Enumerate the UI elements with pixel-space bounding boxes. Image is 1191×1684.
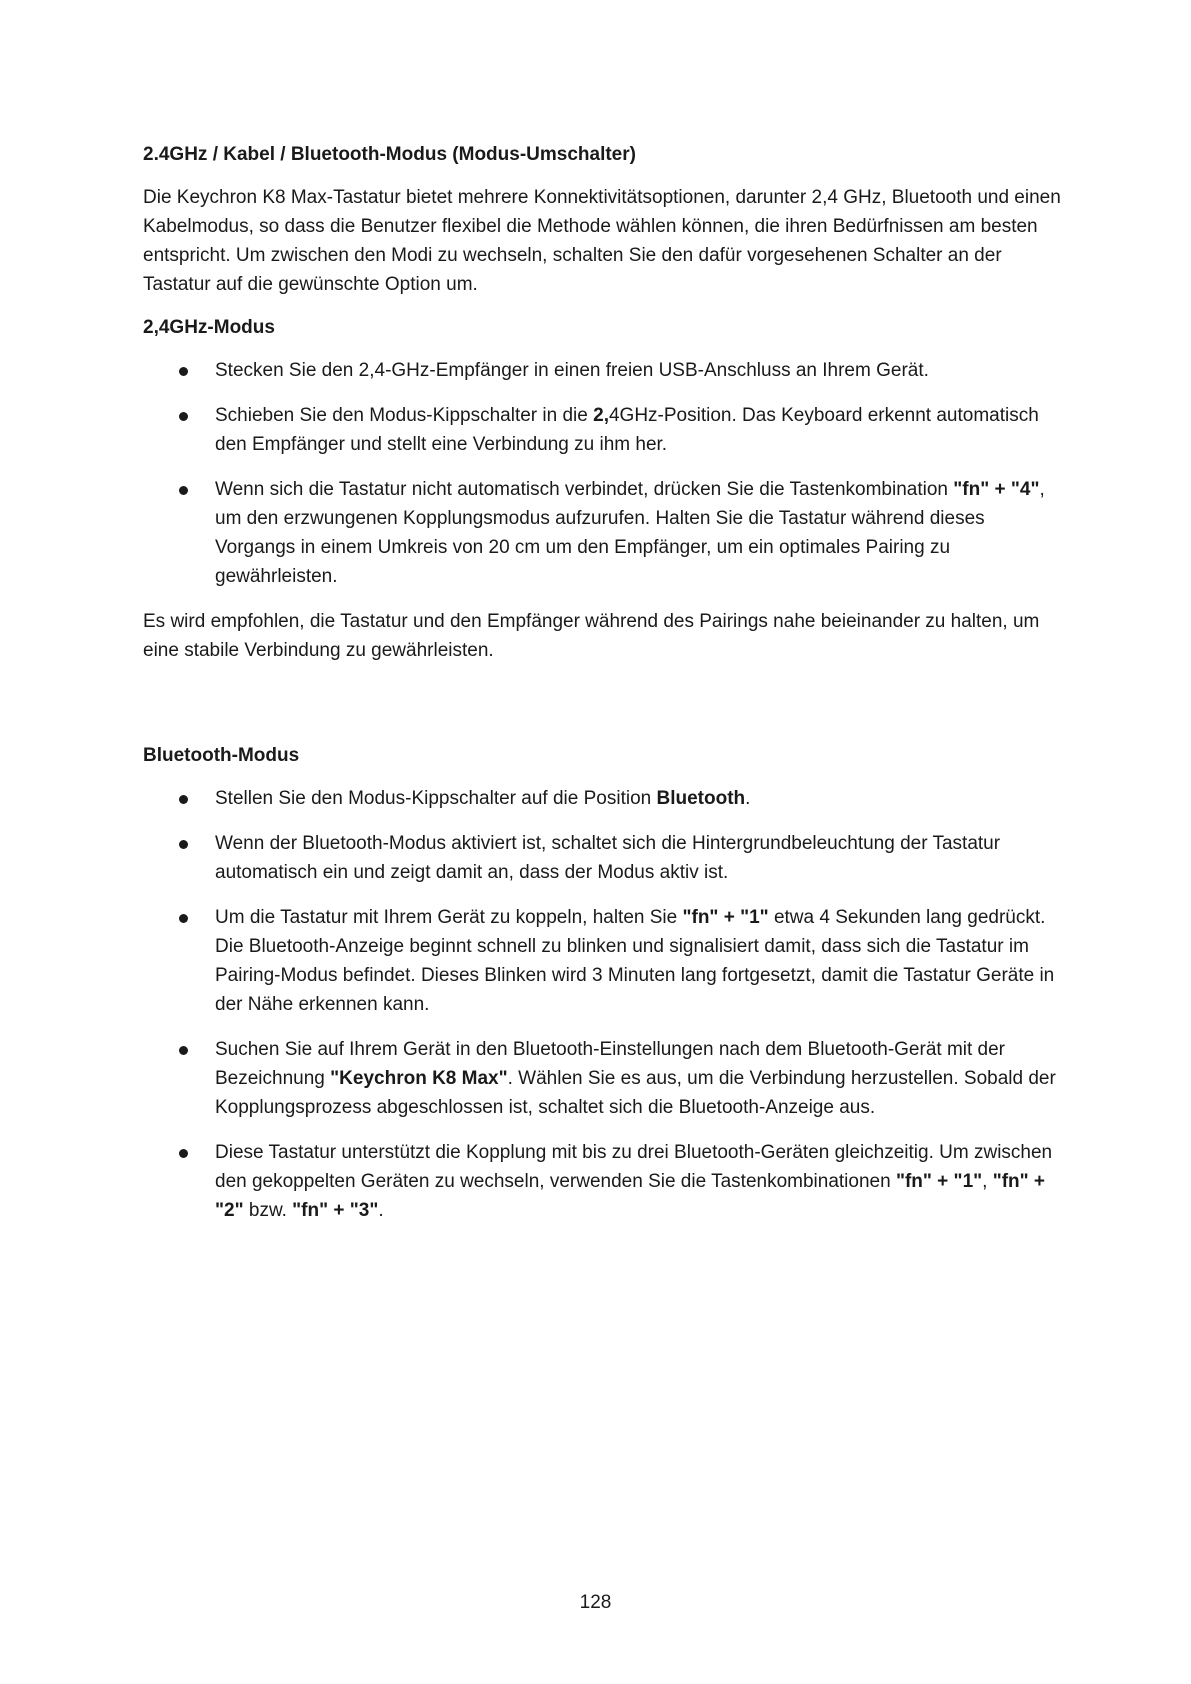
list-item: [143, 401, 1063, 459]
list-item: [143, 903, 1063, 1019]
document-page: [143, 140, 1063, 1241]
list-item: [143, 356, 1063, 385]
bullet-text-separator: ,: [982, 1171, 993, 1192]
bullet-text-post: , um den erzwungenen Kopplungsmodus aufzurufen. Halten Sie die Tastatur während dieses Vorgangs in einem Umkreis von 20 cm um den Empfänger, um ein optimales Pairing zu gewährleisten.: [215, 479, 1045, 587]
bullet-dot-icon: [179, 367, 188, 376]
bullet-text-pre: Um die Tastatur mit Ihrem Gerät zu koppeln, halten Sie: [215, 907, 683, 928]
bullet-dot-icon: [179, 486, 188, 495]
section-spacer: [143, 679, 1063, 741]
bullet-text-post: 4GHz-Position. Das Keyboard erkennt automatisch den Empfänger und stellt eine Verbindung zu ihm her.: [215, 405, 1039, 455]
bullet-text-pre: Wenn sich die Tastatur nicht automatisch verbindet, drücken Sie die Tastenkombination: [215, 479, 954, 500]
bullet-dot-icon: [179, 914, 188, 923]
bullet-text-bold: "fn" + "2": [215, 1171, 1046, 1221]
bullet-text-bold: 2,: [593, 405, 609, 426]
bullet-text-post: .: [745, 788, 751, 809]
bullet-dot-icon: [179, 840, 188, 849]
bullet-text-pre: Stellen Sie den Modus-Kippschalter auf die Position: [215, 788, 657, 809]
subsection-heading-24ghz: 2,4GHz-Modus: [143, 317, 275, 338]
bullet-text-bold: Bluetooth: [656, 788, 746, 809]
list-item: [143, 475, 1063, 591]
bullet-text-bold: "fn" + "1": [895, 1171, 983, 1192]
list-item: [143, 1035, 1063, 1122]
bullet-dot-icon: [179, 1046, 188, 1055]
note-paragraph: Es wird empfohlen, die Tastatur und den Empfänger während des Pairings nahe beieinander zu halten, um eine stabile Verbindung zu gewährleisten.: [143, 611, 1040, 661]
bullet-text-bold: "Keychron K8 Max": [330, 1068, 508, 1089]
list-item: [143, 829, 1063, 887]
list-item: [143, 784, 1063, 813]
intro-paragraph: Die Keychron K8 Max-Tastatur bietet mehrere Konnektivitätsoptionen, darunter 2,4 GHz, Bluetooth und einen Kabelmodus, so dass die Benutzer flexibel die Methode wählen können, die ihren Bedürfnissen am besten entspricht. Um zwischen den Modi zu wechseln, schalten Sie den dafür vorgesehenen Schalter an der Tastatur auf die gewünschte Option um.: [143, 187, 1061, 295]
bullet-text-pre: Diese Tastatur unterstützt die Kopplung mit bis zu drei Bluetooth-Geräten gleichzeitig. Um zwischen den gekoppelten Geräten zu wechseln, verwenden Sie die Tastenkombinationen: [215, 1142, 1053, 1192]
bullet-text-post: .: [378, 1200, 384, 1221]
bullet-text-bold: "fn" + "1": [682, 907, 769, 928]
subsection-heading-bluetooth: Bluetooth-Modus: [143, 745, 300, 766]
bullet-text-bold: "fn" + "4": [953, 479, 1040, 500]
bullet-text-bold: "fn" + "3": [292, 1200, 379, 1221]
bullet-text-post: etwa 4 Sekunden lang gedrückt. Die Bluetooth-Anzeige beginnt schnell zu blinken und signalisiert damit, dass sich die Tastatur im Pairing-Modus befindet. Dieses Blinken wird 3 Minuten lang fortgesetzt, damit die Tastatur Geräte in der Nähe erkennen kann.: [215, 907, 1055, 1015]
page-number: 128: [579, 1592, 612, 1613]
section-heading: 2.4GHz / Kabel / Bluetooth-Modus (Modus-Umschalter): [143, 144, 636, 165]
bullet-text-pre: Schieben Sie den Modus-Kippschalter in die: [215, 405, 594, 426]
bullet-text-post: . Wählen Sie es aus, um die Verbindung herzustellen. Sobald der Kopplungsprozess abgeschlossen ist, schaltet sich die Bluetooth-Anzeige aus.: [215, 1068, 1056, 1118]
bullet-dot-icon: [179, 795, 188, 804]
bullet-text: Wenn der Bluetooth-Modus aktiviert ist, schaltet sich die Hintergrundbeleuchtung der Tastatur automatisch ein und zeigt damit an, dass der Modus aktiv ist.: [215, 833, 1001, 883]
bullet-text-pre: Suchen Sie auf Ihrem Gerät in den Bluetooth-Einstellungen nach dem Bluetooth-Gerät mit der Bezeichnung: [215, 1039, 1006, 1089]
list-item: [143, 1138, 1063, 1225]
bullet-dot-icon: [179, 412, 188, 421]
bullet-dot-icon: [179, 1149, 188, 1158]
bullet-list-bluetooth: [143, 784, 1063, 1225]
bullet-list-24ghz: [143, 356, 1063, 591]
bullet-text: Stecken Sie den 2,4-GHz-Empfänger in einen freien USB-Anschluss an Ihrem Gerät.: [215, 360, 929, 381]
bullet-text-separator: bzw.: [243, 1200, 293, 1221]
